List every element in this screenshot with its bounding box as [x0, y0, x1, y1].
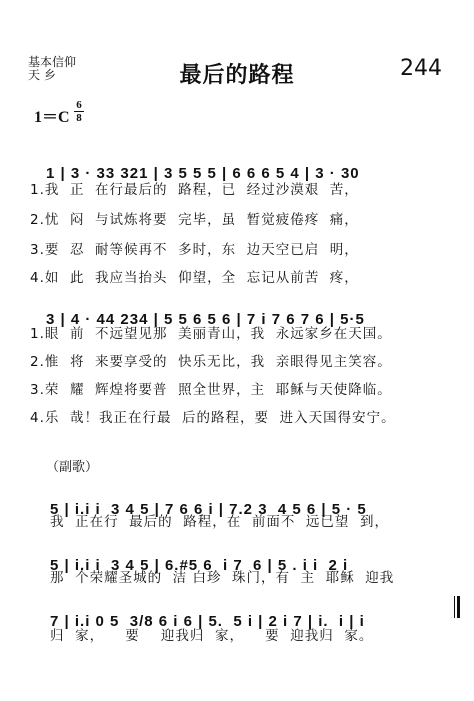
notes-text: 7 | i.i 0 5 3/8 6 i 6 | 5. 5 i | 2 i 7 | i. i | i: [50, 613, 365, 630]
lyric-text: 3.荣 耀 辉煌将要普 照全世界，主 耶稣与天使降临。: [30, 382, 392, 398]
lyric-text: 4.如 此 我应当抬头 仰望，全 忘记从前苦 疼，: [30, 270, 359, 286]
notes-text: 3 | 4 · 44 234 | 5 5 6 5 6 | 7 i 7 6 7 6 | 5·5: [46, 311, 365, 328]
time-signature-bottom: 8: [76, 112, 82, 124]
hymn-number: 244: [400, 56, 442, 81]
key-signature: 1＝C: [34, 109, 70, 126]
lyric-text: 3.要 忍 耐等候再不 多时，东 边天空已启 明，: [30, 242, 359, 258]
lyric-text: 归 家， 要 迎我归 家， 要 迎我归 家。: [50, 628, 374, 644]
time-signature: [74, 100, 84, 123]
lyric-text: 那 个荣耀圣城的 洁 白珍 珠门，有 主 耶稣 迎我: [50, 570, 395, 586]
lyric-text: 我 正在行 最后的 路程，在 前面不 远已望 到，: [50, 514, 389, 530]
hymn-title: 最后的路程: [179, 63, 295, 88]
lyric-text: 4.乐 哉！我正在行最 后的路程，要 进入天国得安宁。: [30, 410, 396, 426]
time-signature-top: 6: [76, 99, 82, 111]
final-barline: [454, 596, 460, 618]
lyric-text: 1.眼 前 不远望见那 美丽青山，我 永远家乡在天国。: [30, 326, 392, 342]
chorus-label: （副歌）: [46, 460, 99, 475]
verse-notes-line-1: [0, 148, 474, 182]
author-name: 天 乡: [28, 68, 56, 82]
lyric-text: 1.我 正 在行最后的 路程，已 经过沙漠艰 苦，: [30, 182, 359, 198]
notes-text: 5 | i.i i 3 4 5 | 7 6 6 i | 7.2 3 4 5 6 | 5 · 5: [50, 501, 367, 518]
notes-text: 5 | i.i i 3 4 5 | 6.#5 6 i 7 6 | 5 . i i 2 i: [50, 557, 349, 574]
lyric-text: 2.忧 闷 与试炼将要 完毕，虽 暂觉疲倦疼 痛，: [30, 212, 359, 228]
lyric-text: 2.惟 将 来要享受的 快乐无比，我 亲眼得见主笑容。: [30, 354, 392, 370]
collection-name: 基本信仰: [28, 55, 77, 69]
notes-text: 1 | 3 · 33 321 | 3 5 5 5 | 6 6 6 5 4 | 3 · 30: [46, 165, 360, 182]
